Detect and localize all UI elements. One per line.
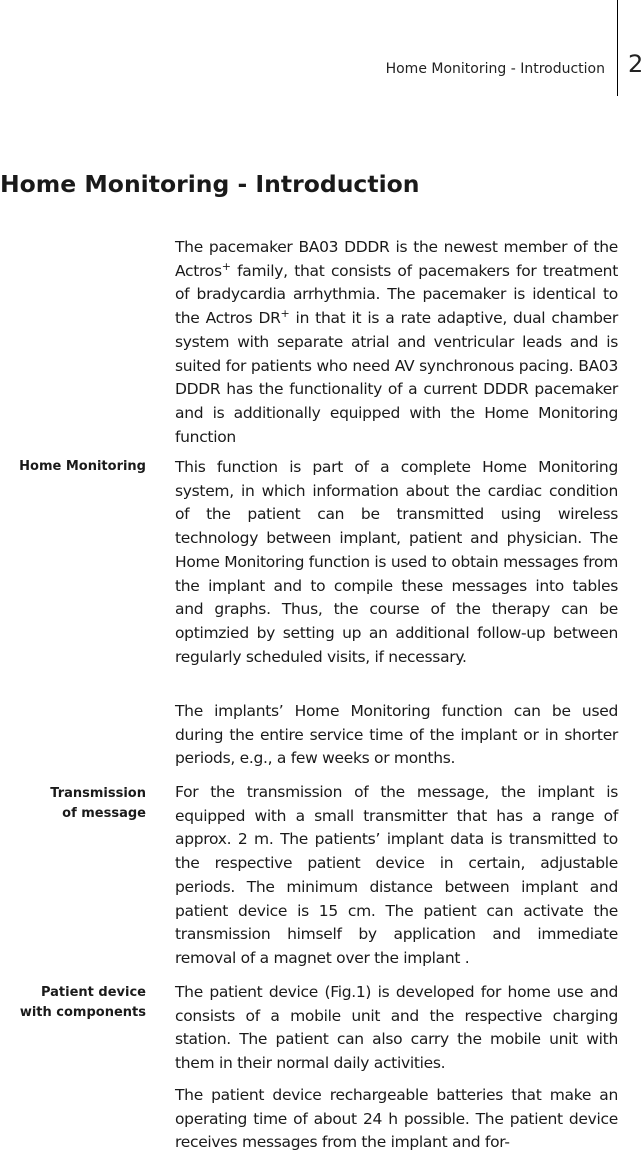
margin-label-transmission [50, 784, 146, 824]
home-monitoring-paragraph: This function is part of a complete Home Monitoring system, in which information about the cardiac condition of the patient can be transmitted using wireless technology between implant, patient and physician. The Home Monitoring function is used to obtain messages from the implant and to compile these messages into tables and graphs. Thus, the course of the therapy can be optimzied by setting up an additional follow-up between regularly scheduled visits, if necessary. [175, 458, 618, 666]
intro-text-part2: family, that consists of pacemakers for treatment of bradycardia arrhythmia. The pacemaker is identical to the Actros DR [175, 261, 618, 328]
margin-label-home-monitoring: Home Monitoring [19, 459, 146, 474]
running-header: Home Monitoring - Introduction [385, 61, 605, 77]
margin-label-patient-device [20, 983, 146, 1023]
intro-text-part3: in that it is a rate adaptive, dual chamber system with separate atrial and ventricular leads and is suited for patients who need AV synchronous pacing. BA03 DDDR has the functionality of a current DDDR pacemaker and is additionally equipped with the Home Monitoring function [175, 309, 618, 446]
header-divider [617, 0, 618, 96]
intro-paragraph [175, 236, 618, 449]
page-title: Home Monitoring - Introduction [0, 170, 420, 198]
transmission-paragraph: For the transmission of the message, the implant is equipped with a small transmitter that has a range of approx. 2 m. The patients’ implant data is transmitted to the respective patient device in certain, adjustable periods. The minimum distance between implant and patient device is 15 cm. The patient can activate the transmission himself by application and immediate removal of a magnet over the implant . [175, 783, 618, 967]
page-number: 2 [628, 50, 643, 78]
margin-label-line: Patient device [40, 985, 146, 1000]
superscript-plus: + [221, 259, 231, 273]
margin-label-line: with components [19, 1005, 146, 1020]
margin-label-line: of message [62, 806, 146, 821]
patient-device-paragraph: The patient device (Fig.1) is developed for home use and consists of a mobile unit and the respective charging station. The patient can also carry the mobile unit with them in their normal daily activities. [175, 983, 618, 1073]
battery-paragraph: The patient device rechargeable batteries that make an operating time of about 24 h possible. The patient device receives messages from the implant and for- [175, 1086, 618, 1152]
service-time-paragraph: The implants’ Home Monitoring function can be used during the entire service time of the implant or in shorter periods, e.g., a few weeks or months. [175, 702, 618, 768]
superscript-plus: + [280, 306, 290, 320]
intro-text-part1: The pacemaker BA03 DDDR is the newest member of the Actros [175, 238, 618, 280]
margin-label-line: Transmission [50, 786, 146, 801]
